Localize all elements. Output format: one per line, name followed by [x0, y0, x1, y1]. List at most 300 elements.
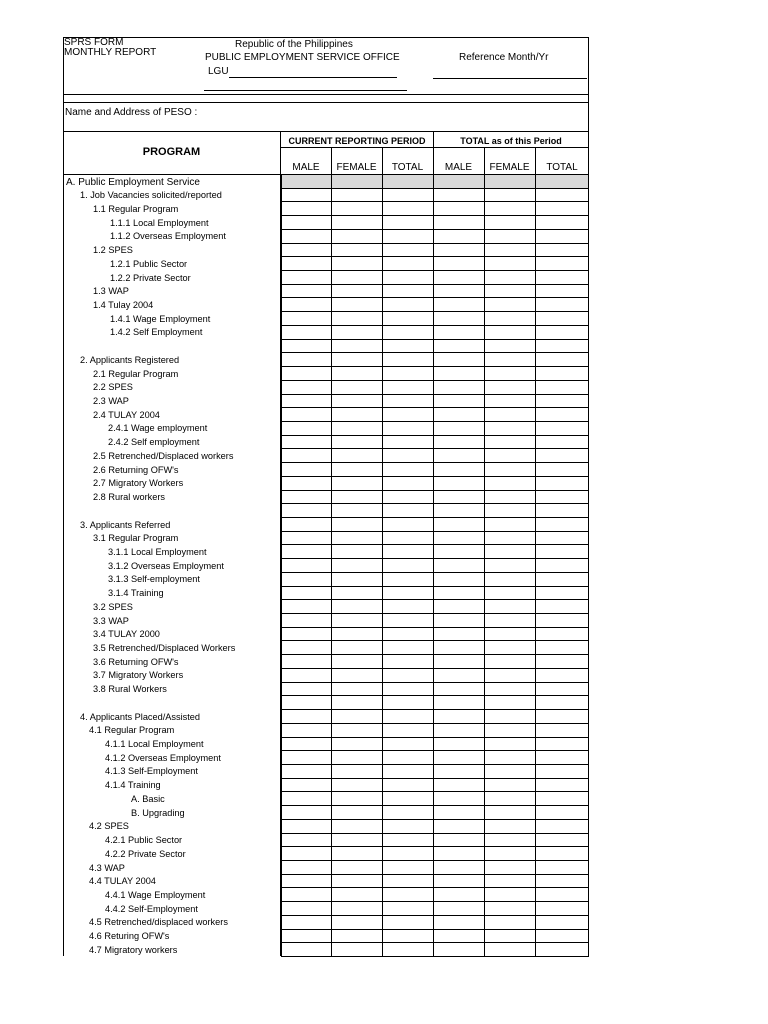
table-cell[interactable] [281, 532, 331, 546]
table-cell[interactable] [535, 504, 589, 518]
table-cell[interactable] [484, 834, 535, 848]
table-cell[interactable] [433, 587, 484, 601]
table-cell[interactable] [382, 216, 433, 230]
table-cell[interactable] [331, 573, 382, 587]
table-cell[interactable] [382, 449, 433, 463]
table-cell[interactable] [535, 902, 589, 916]
table-cell[interactable] [382, 779, 433, 793]
table-cell[interactable] [331, 367, 382, 381]
table-cell[interactable] [331, 449, 382, 463]
table-cell[interactable] [281, 189, 331, 203]
table-cell[interactable] [281, 806, 331, 820]
table-cell[interactable] [382, 765, 433, 779]
table-cell[interactable] [433, 820, 484, 834]
table-cell[interactable] [433, 902, 484, 916]
table-cell[interactable] [382, 943, 433, 957]
table-cell[interactable] [433, 436, 484, 450]
table-cell[interactable] [484, 244, 535, 258]
table-cell[interactable] [331, 189, 382, 203]
table-cell[interactable] [382, 847, 433, 861]
table-cell[interactable] [484, 298, 535, 312]
table-cell[interactable] [535, 641, 589, 655]
table-cell[interactable] [281, 395, 331, 409]
table-cell[interactable] [281, 861, 331, 875]
table-cell[interactable] [281, 340, 331, 354]
table-cell[interactable] [484, 545, 535, 559]
table-cell[interactable] [484, 751, 535, 765]
table-cell[interactable] [535, 230, 589, 244]
table-cell[interactable] [484, 326, 535, 340]
table-cell[interactable] [484, 655, 535, 669]
table-cell[interactable] [535, 669, 589, 683]
table-cell[interactable] [382, 312, 433, 326]
table-cell[interactable] [535, 518, 589, 532]
table-cell[interactable] [281, 710, 331, 724]
table-cell[interactable] [433, 751, 484, 765]
table-cell[interactable] [484, 587, 535, 601]
table-cell[interactable] [331, 751, 382, 765]
table-cell[interactable] [331, 792, 382, 806]
table-cell[interactable] [281, 216, 331, 230]
table-cell[interactable] [433, 779, 484, 793]
table-cell[interactable] [382, 751, 433, 765]
table-cell[interactable] [535, 545, 589, 559]
table-cell[interactable] [433, 216, 484, 230]
table-cell[interactable] [331, 216, 382, 230]
table-cell[interactable] [281, 669, 331, 683]
table-cell[interactable] [484, 216, 535, 230]
table-cell[interactable] [281, 463, 331, 477]
table-cell[interactable] [281, 504, 331, 518]
table-cell[interactable] [281, 491, 331, 505]
table-cell[interactable] [484, 943, 535, 957]
lgu-input-line-2[interactable] [204, 90, 407, 91]
table-cell[interactable] [484, 683, 535, 697]
table-cell[interactable] [382, 930, 433, 944]
table-cell[interactable] [433, 257, 484, 271]
table-cell[interactable] [484, 710, 535, 724]
table-cell[interactable] [433, 806, 484, 820]
table-cell[interactable] [433, 381, 484, 395]
table-cell[interactable] [484, 806, 535, 820]
table-cell[interactable] [281, 326, 331, 340]
table-cell[interactable] [484, 202, 535, 216]
table-cell[interactable] [535, 353, 589, 367]
table-cell[interactable] [484, 573, 535, 587]
table-cell[interactable] [484, 271, 535, 285]
table-cell[interactable] [382, 477, 433, 491]
table-cell[interactable] [281, 765, 331, 779]
table-cell[interactable] [331, 298, 382, 312]
table-cell[interactable] [433, 559, 484, 573]
table-cell[interactable] [484, 875, 535, 889]
table-cell[interactable] [433, 738, 484, 752]
table-cell[interactable] [331, 504, 382, 518]
lgu-input-line[interactable] [229, 77, 397, 78]
table-cell[interactable] [382, 408, 433, 422]
table-cell[interactable] [382, 244, 433, 258]
table-cell[interactable] [331, 847, 382, 861]
table-cell[interactable] [281, 875, 331, 889]
table-cell[interactable] [535, 792, 589, 806]
table-cell[interactable] [433, 340, 484, 354]
table-cell[interactable] [331, 491, 382, 505]
table-cell[interactable] [382, 532, 433, 546]
table-cell[interactable] [433, 888, 484, 902]
table-cell[interactable] [281, 202, 331, 216]
table-cell[interactable] [484, 847, 535, 861]
table-cell[interactable] [331, 312, 382, 326]
table-cell[interactable] [484, 381, 535, 395]
table-cell[interactable] [484, 395, 535, 409]
table-cell[interactable] [331, 436, 382, 450]
table-cell[interactable] [535, 600, 589, 614]
table-cell[interactable] [484, 257, 535, 271]
table-cell[interactable] [484, 518, 535, 532]
table-cell[interactable] [535, 395, 589, 409]
table-cell[interactable] [382, 202, 433, 216]
table-cell[interactable] [433, 930, 484, 944]
table-cell[interactable] [281, 943, 331, 957]
table-cell[interactable] [433, 353, 484, 367]
table-cell[interactable] [331, 628, 382, 642]
table-cell[interactable] [484, 408, 535, 422]
table-cell[interactable] [331, 806, 382, 820]
table-cell[interactable] [281, 285, 331, 299]
table-cell[interactable] [331, 518, 382, 532]
table-cell[interactable] [281, 779, 331, 793]
table-cell[interactable] [382, 436, 433, 450]
table-cell[interactable] [535, 696, 589, 710]
table-cell[interactable] [382, 367, 433, 381]
table-cell[interactable] [382, 628, 433, 642]
table-cell[interactable] [484, 641, 535, 655]
table-cell[interactable] [331, 587, 382, 601]
table-cell[interactable] [433, 175, 484, 189]
table-cell[interactable] [484, 724, 535, 738]
table-cell[interactable] [535, 765, 589, 779]
table-cell[interactable] [433, 285, 484, 299]
table-cell[interactable] [433, 669, 484, 683]
table-cell[interactable] [331, 614, 382, 628]
table-cell[interactable] [382, 600, 433, 614]
table-cell[interactable] [281, 792, 331, 806]
table-cell[interactable] [535, 175, 589, 189]
table-cell[interactable] [281, 847, 331, 861]
table-cell[interactable] [281, 353, 331, 367]
table-cell[interactable] [433, 312, 484, 326]
table-cell[interactable] [331, 930, 382, 944]
table-cell[interactable] [535, 559, 589, 573]
table-cell[interactable] [281, 600, 331, 614]
table-cell[interactable] [535, 628, 589, 642]
table-cell[interactable] [484, 792, 535, 806]
table-cell[interactable] [535, 463, 589, 477]
table-cell[interactable] [382, 724, 433, 738]
table-cell[interactable] [433, 326, 484, 340]
table-cell[interactable] [535, 820, 589, 834]
table-cell[interactable] [382, 422, 433, 436]
table-cell[interactable] [281, 683, 331, 697]
table-cell[interactable] [433, 710, 484, 724]
table-cell[interactable] [484, 367, 535, 381]
table-cell[interactable] [331, 463, 382, 477]
table-cell[interactable] [484, 189, 535, 203]
table-cell[interactable] [281, 422, 331, 436]
table-cell[interactable] [433, 477, 484, 491]
table-cell[interactable] [535, 312, 589, 326]
table-cell[interactable] [382, 504, 433, 518]
table-cell[interactable] [331, 257, 382, 271]
table-cell[interactable] [382, 189, 433, 203]
table-cell[interactable] [331, 724, 382, 738]
table-cell[interactable] [382, 285, 433, 299]
table-cell[interactable] [535, 367, 589, 381]
table-cell[interactable] [382, 655, 433, 669]
table-cell[interactable] [535, 888, 589, 902]
table-cell[interactable] [433, 683, 484, 697]
table-cell[interactable] [331, 888, 382, 902]
table-cell[interactable] [382, 669, 433, 683]
table-cell[interactable] [281, 696, 331, 710]
table-cell[interactable] [535, 779, 589, 793]
table-cell[interactable] [331, 532, 382, 546]
table-cell[interactable] [484, 340, 535, 354]
table-cell[interactable] [535, 587, 589, 601]
table-cell[interactable] [535, 683, 589, 697]
reference-month-input-line[interactable] [433, 78, 587, 79]
table-cell[interactable] [382, 806, 433, 820]
table-cell[interactable] [484, 230, 535, 244]
table-cell[interactable] [382, 573, 433, 587]
table-cell[interactable] [433, 628, 484, 642]
table-cell[interactable] [281, 230, 331, 244]
table-cell[interactable] [433, 395, 484, 409]
table-cell[interactable] [331, 381, 382, 395]
table-cell[interactable] [331, 477, 382, 491]
table-cell[interactable] [281, 916, 331, 930]
table-cell[interactable] [433, 518, 484, 532]
table-cell[interactable] [382, 792, 433, 806]
table-cell[interactable] [281, 436, 331, 450]
table-cell[interactable] [535, 738, 589, 752]
table-cell[interactable] [331, 244, 382, 258]
table-cell[interactable] [484, 285, 535, 299]
table-cell[interactable] [433, 834, 484, 848]
table-cell[interactable] [535, 422, 589, 436]
table-cell[interactable] [535, 271, 589, 285]
table-cell[interactable] [484, 628, 535, 642]
table-cell[interactable] [433, 847, 484, 861]
table-cell[interactable] [484, 559, 535, 573]
table-cell[interactable] [331, 271, 382, 285]
table-cell[interactable] [281, 587, 331, 601]
table-cell[interactable] [281, 930, 331, 944]
table-cell[interactable] [535, 436, 589, 450]
table-cell[interactable] [331, 902, 382, 916]
table-cell[interactable] [281, 628, 331, 642]
table-cell[interactable] [433, 861, 484, 875]
table-cell[interactable] [382, 381, 433, 395]
table-cell[interactable] [484, 765, 535, 779]
table-cell[interactable] [382, 395, 433, 409]
table-cell[interactable] [382, 491, 433, 505]
table-cell[interactable] [484, 422, 535, 436]
table-cell[interactable] [535, 298, 589, 312]
table-cell[interactable] [331, 545, 382, 559]
table-cell[interactable] [535, 847, 589, 861]
table-cell[interactable] [382, 257, 433, 271]
table-cell[interactable] [382, 545, 433, 559]
table-cell[interactable] [433, 875, 484, 889]
table-cell[interactable] [331, 641, 382, 655]
table-cell[interactable] [484, 504, 535, 518]
table-cell[interactable] [331, 408, 382, 422]
table-cell[interactable] [331, 820, 382, 834]
table-cell[interactable] [484, 779, 535, 793]
table-cell[interactable] [281, 449, 331, 463]
table-cell[interactable] [281, 751, 331, 765]
table-cell[interactable] [484, 449, 535, 463]
table-cell[interactable] [535, 751, 589, 765]
table-cell[interactable] [535, 381, 589, 395]
table-cell[interactable] [331, 861, 382, 875]
table-cell[interactable] [382, 353, 433, 367]
table-cell[interactable] [331, 559, 382, 573]
table-cell[interactable] [433, 449, 484, 463]
table-cell[interactable] [281, 902, 331, 916]
table-cell[interactable] [535, 655, 589, 669]
table-cell[interactable] [433, 916, 484, 930]
table-cell[interactable] [382, 587, 433, 601]
table-cell[interactable] [433, 545, 484, 559]
table-cell[interactable] [331, 738, 382, 752]
table-cell[interactable] [433, 943, 484, 957]
table-cell[interactable] [331, 779, 382, 793]
table-cell[interactable] [535, 916, 589, 930]
table-cell[interactable] [484, 600, 535, 614]
table-cell[interactable] [535, 477, 589, 491]
table-cell[interactable] [331, 943, 382, 957]
table-cell[interactable] [281, 367, 331, 381]
table-cell[interactable] [331, 175, 382, 189]
table-cell[interactable] [433, 463, 484, 477]
table-cell[interactable] [535, 285, 589, 299]
table-cell[interactable] [281, 477, 331, 491]
table-cell[interactable] [281, 559, 331, 573]
table-cell[interactable] [535, 257, 589, 271]
table-cell[interactable] [484, 532, 535, 546]
table-cell[interactable] [281, 724, 331, 738]
table-cell[interactable] [433, 244, 484, 258]
table-cell[interactable] [281, 888, 331, 902]
table-cell[interactable] [331, 875, 382, 889]
table-cell[interactable] [535, 202, 589, 216]
table-cell[interactable] [484, 738, 535, 752]
table-cell[interactable] [433, 408, 484, 422]
table-cell[interactable] [484, 930, 535, 944]
table-cell[interactable] [484, 491, 535, 505]
table-cell[interactable] [382, 738, 433, 752]
table-cell[interactable] [433, 189, 484, 203]
table-cell[interactable] [484, 902, 535, 916]
table-cell[interactable] [382, 518, 433, 532]
table-cell[interactable] [331, 422, 382, 436]
table-cell[interactable] [382, 641, 433, 655]
table-cell[interactable] [535, 491, 589, 505]
table-cell[interactable] [433, 573, 484, 587]
table-cell[interactable] [382, 298, 433, 312]
table-cell[interactable] [484, 614, 535, 628]
table-cell[interactable] [484, 175, 535, 189]
table-cell[interactable] [535, 710, 589, 724]
table-cell[interactable] [331, 395, 382, 409]
table-cell[interactable] [535, 943, 589, 957]
table-cell[interactable] [535, 216, 589, 230]
table-cell[interactable] [382, 710, 433, 724]
table-cell[interactable] [281, 271, 331, 285]
table-cell[interactable] [382, 326, 433, 340]
table-cell[interactable] [281, 614, 331, 628]
table-cell[interactable] [484, 436, 535, 450]
table-cell[interactable] [382, 875, 433, 889]
table-cell[interactable] [382, 902, 433, 916]
table-cell[interactable] [281, 545, 331, 559]
table-cell[interactable] [535, 340, 589, 354]
table-cell[interactable] [382, 614, 433, 628]
table-cell[interactable] [433, 600, 484, 614]
table-cell[interactable] [484, 916, 535, 930]
table-cell[interactable] [433, 230, 484, 244]
table-cell[interactable] [281, 408, 331, 422]
table-cell[interactable] [331, 202, 382, 216]
table-cell[interactable] [433, 367, 484, 381]
table-cell[interactable] [331, 285, 382, 299]
table-cell[interactable] [382, 175, 433, 189]
table-cell[interactable] [484, 463, 535, 477]
table-cell[interactable] [535, 449, 589, 463]
table-cell[interactable] [484, 477, 535, 491]
table-cell[interactable] [382, 463, 433, 477]
table-cell[interactable] [433, 491, 484, 505]
table-cell[interactable] [382, 271, 433, 285]
table-cell[interactable] [382, 230, 433, 244]
table-cell[interactable] [331, 326, 382, 340]
table-cell[interactable] [535, 189, 589, 203]
table-cell[interactable] [281, 738, 331, 752]
table-cell[interactable] [331, 916, 382, 930]
table-cell[interactable] [331, 655, 382, 669]
table-cell[interactable] [281, 257, 331, 271]
table-cell[interactable] [433, 271, 484, 285]
table-cell[interactable] [433, 202, 484, 216]
table-cell[interactable] [535, 834, 589, 848]
table-cell[interactable] [281, 573, 331, 587]
table-cell[interactable] [433, 655, 484, 669]
table-cell[interactable] [281, 298, 331, 312]
table-cell[interactable] [382, 834, 433, 848]
table-cell[interactable] [281, 244, 331, 258]
table-cell[interactable] [433, 422, 484, 436]
table-cell[interactable] [331, 340, 382, 354]
table-cell[interactable] [535, 408, 589, 422]
table-cell[interactable] [331, 669, 382, 683]
table-cell[interactable] [484, 820, 535, 834]
table-cell[interactable] [484, 888, 535, 902]
table-cell[interactable] [535, 724, 589, 738]
table-cell[interactable] [535, 244, 589, 258]
table-cell[interactable] [281, 312, 331, 326]
